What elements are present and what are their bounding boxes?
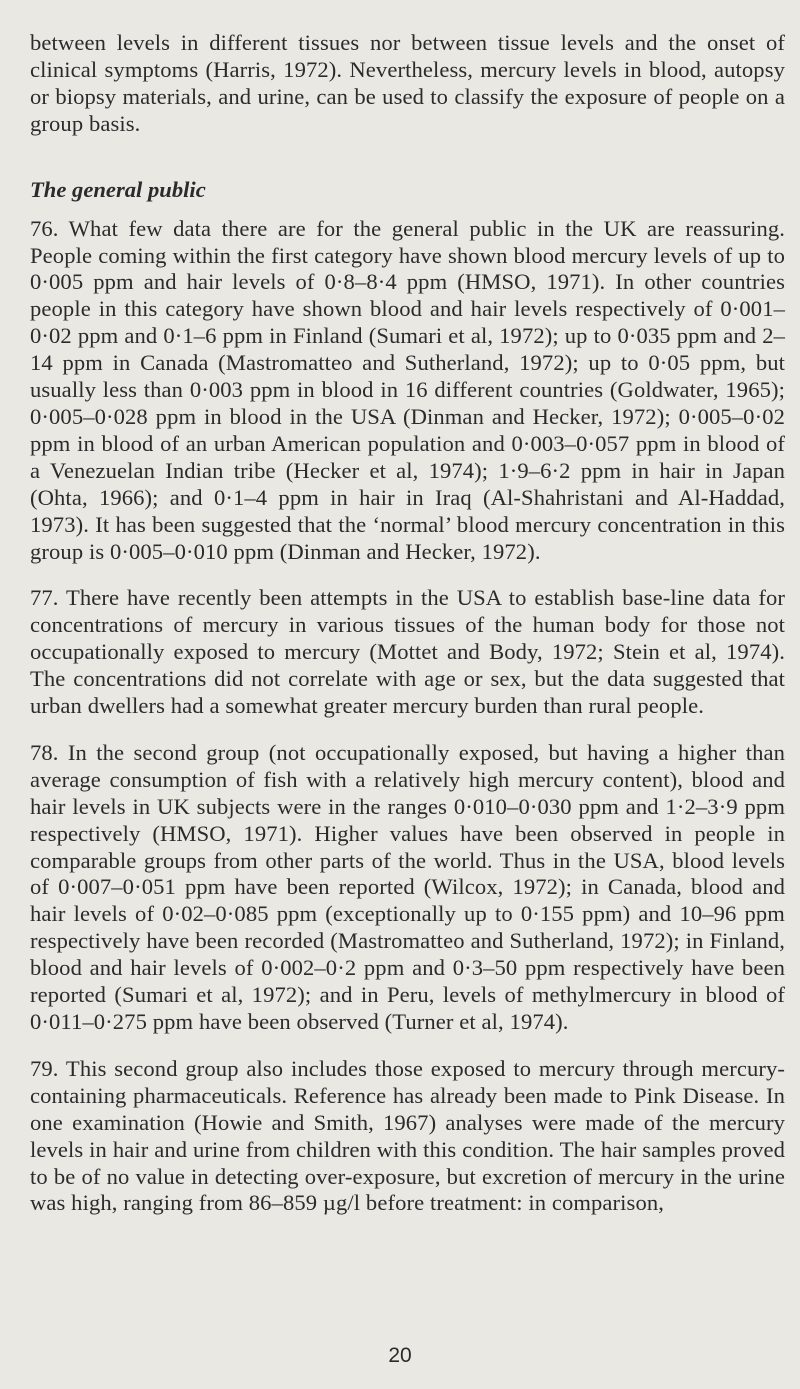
page-number: 20 (388, 1344, 412, 1367)
paragraph-78: 78. In the second group (not occupationally exposed, but having a higher than average consumption of fish with a relatively high mercury content), blood and hair levels in UK subjects were in the ranges 0·010–0·030 ppm and 1·2–3·9 ppm respectively (HMSO, 1971). Higher values have been observed in people in comparable groups from other parts of the world. Thus in the USA, blood levels of 0·007–0·051 ppm have been reported (Wilcox, 1972); in Canada, blood and hair levels of 0·02–0·085 ppm (exceptionally up to 0·155 ppm) and 10–96 ppm respectively have been recorded (Mastromatteo and Sutherland, 1972); in Finland, blood and hair levels of 0·002–0·2 ppm and 0·3–50 ppm respectively have been reported (Sumari et al, 1972); and in Peru, levels of methylmercury in blood of 0·011–0·275 ppm have been observed (Turner et al, 1974). (30, 739, 785, 1034)
paragraph-76: 76. What few data there are for the general public in the UK are reassuring. People coming within the first category have shown blood mercury levels of up to 0·005 ppm and hair levels of 0·8–8·4 ppm (HMSO, 1971). In other countries people in this category have shown blood and hair levels respectively of 0·001–0·02 ppm and 0·1–6 ppm in Finland (Sumari et al, 1972); up to 0·035 ppm and 2–14 ppm in Canada (Mastromatteo and Sutherland, 1972); up to 0·05 ppm, but usually less than 0·003 ppm in blood in 16 different countries (Goldwater, 1965); 0·005–0·028 ppm in blood in the USA (Dinman and Hecker, 1972); 0·005–0·02 ppm in blood of an urban American population and 0·003–0·057 ppm in blood of a Venezuelan Indian tribe (Hecker et al, 1974); 1·9–6·2 ppm in hair in Japan (Ohta, 1966); and 0·1–4 ppm in hair in Iraq (Al-Shahristani and Al-Haddad, 1973). It has been suggested that the ‘normal’ blood mercury concentration in this group is 0·005–0·010 ppm (Dinman and Hecker, 1972). (30, 215, 785, 564)
paragraph-continuation: between levels in different tissues nor between tissue levels and the onset of clinical symptoms (Harris, 1972). Nevertheless, mercury levels in blood, autopsy or biopsy materials, and urine, can be used to classify the exposure of people on a group basis. (30, 30, 785, 136)
paragraph-77: 77. There have recently been attempts in the USA to establish base-line data for concentrations of mercury in various tissues of the human body for those not occupationally exposed to mercury (Mottet and Body, 1972; Stein et al, 1974). The concentrations did not correlate with age or sex, but the data suggested that urban dwellers had a somewhat greater mercury burden than rural people. (30, 585, 785, 719)
document-page (30, 30, 785, 1237)
section-heading: The general public (30, 176, 206, 202)
paragraph-79: 79. This second group also includes those exposed to mercury through mercury-containing pharmaceuticals. Reference has already been made to Pink Disease. In one examination (Howie and Smith, 1967) analyses were made of the mercury levels in hair and urine from children with this condition. The hair samples proved to be of no value in detecting over-exposure, but excretion of mercury in the urine was high, ranging from 86–859 µg/l before treatment: in comparison, (30, 1055, 785, 1216)
